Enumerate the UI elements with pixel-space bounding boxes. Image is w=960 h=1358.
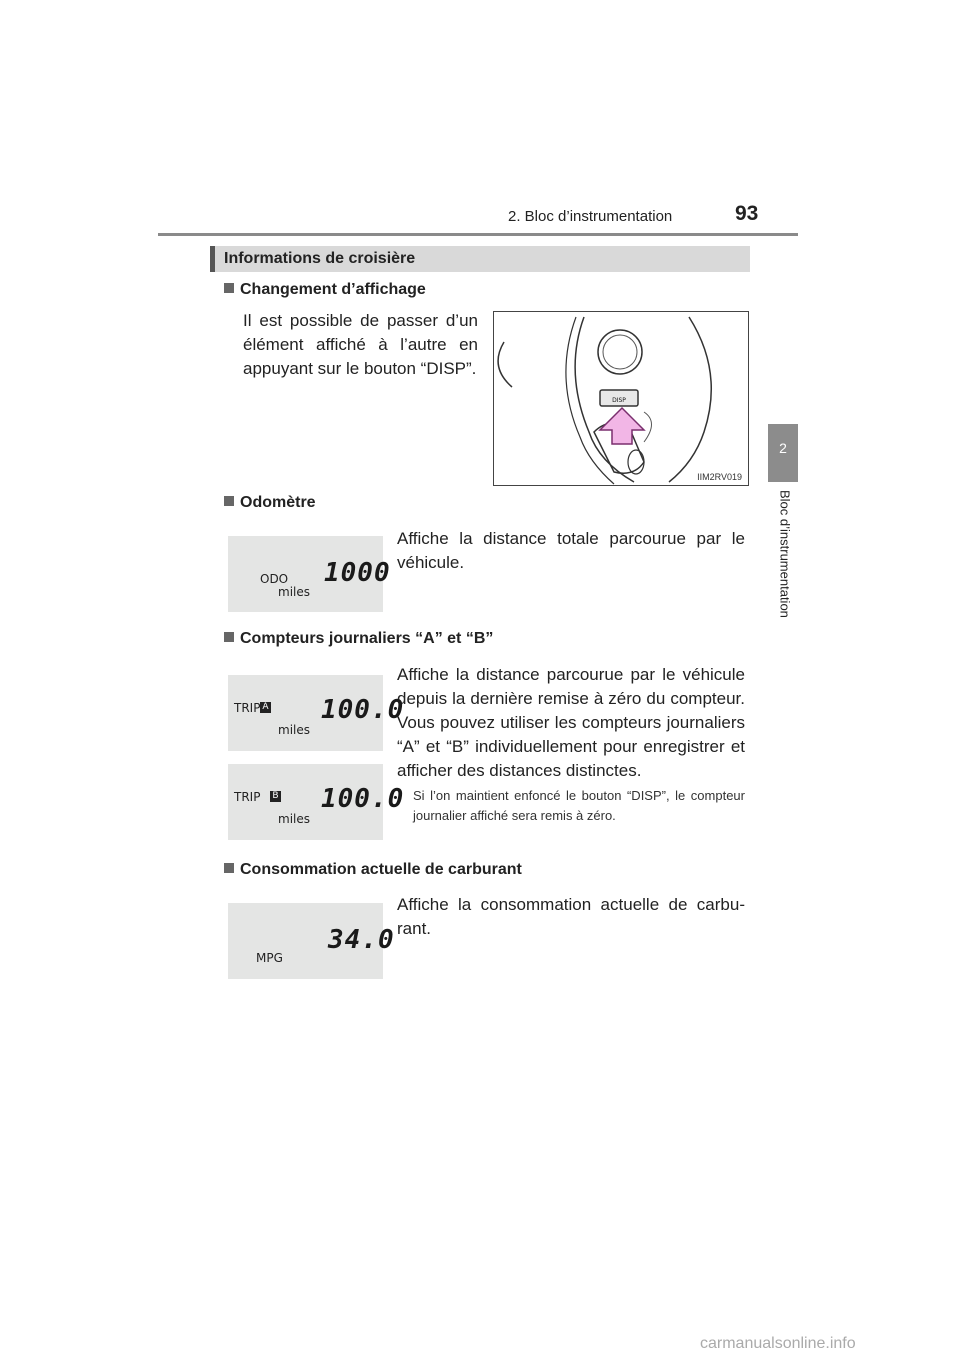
heading-fuel-text: Consommation actuelle de carburant (240, 861, 522, 878)
trip-a-badge: A (260, 702, 271, 713)
bullet-square-icon (224, 863, 234, 873)
trip-b-unit: miles (278, 812, 310, 826)
bullet-square-icon (224, 632, 234, 642)
trip-b-display (228, 764, 405, 840)
section-header (210, 246, 750, 272)
trip-a-unit: miles (278, 723, 310, 737)
fuel-label: MPG (256, 951, 283, 965)
odometer-display (228, 536, 391, 612)
page-number: 93 (735, 202, 759, 225)
odometer-unit: miles (278, 585, 310, 599)
heading-odometer-text: Odomètre (240, 494, 316, 511)
heading-change-display-text: Changement d’affichage (240, 281, 426, 298)
trip-a-display (228, 675, 405, 751)
trip-a-label: TRIP (234, 701, 261, 715)
chapter-title: 2. Bloc d’instrumentation (508, 208, 673, 225)
fuel-display (228, 903, 395, 979)
chapter-tab-number: 2 (779, 440, 787, 456)
section-title: Informations de croisière (224, 250, 416, 267)
section-accent (210, 246, 215, 272)
steering-wheel-drawing (494, 312, 749, 486)
heading-trip-text: Compteurs journaliers “A” et “B” (240, 630, 494, 647)
fuel-value: 34.0 (328, 925, 395, 955)
heading-change-display (224, 281, 426, 299)
heading-fuel (224, 861, 522, 879)
fuel-text: Affiche la consommation actuelle de carbu-rant. (397, 895, 745, 938)
odometer-value: 1000 (324, 558, 391, 588)
trip-b-badge: B (270, 791, 281, 802)
disp-button-label: DISP (612, 397, 626, 404)
trip-a-value: 100.0 (321, 695, 405, 725)
chapter-tab-label-text: Bloc d’instrumentation (777, 490, 793, 618)
odometer-text: Affiche la distance totale parcourue par le véhicule. (397, 529, 745, 572)
watermark: carmanualsonline.info (700, 1335, 856, 1352)
bullet-square-icon (224, 496, 234, 506)
illustration-code: IIM2RV019 (697, 472, 742, 482)
change-display-text: Il est possible de passer d’un élément affiché à l’autre en appuyant sur le bouton “DISP”. (243, 311, 478, 378)
chapter-tab-label (730, 490, 840, 640)
odometer-label: ODO (260, 572, 289, 586)
trip-b-label: TRIP (234, 790, 261, 804)
trip-b-value: 100.0 (321, 784, 405, 814)
disp-button-illustration (493, 311, 749, 486)
arrow-pointer-icon (600, 408, 644, 444)
heading-odometer (224, 494, 316, 512)
trip-text: Affiche la distance parcourue par le véhicule depuis la dernière remise à zéro du compteur. Vous pouvez utiliser les compteurs journaliers “A” et “B” individuellement pour enregistrer et afficher des distances distinctes. (397, 665, 745, 780)
header-rule (158, 233, 798, 236)
heading-trip (224, 630, 493, 648)
bullet-square-icon (224, 283, 234, 293)
trip-note: Si l’on maintient enfoncé le bouton “DISP”, le compteur journalier affiché sera remis à zéro. (413, 788, 745, 823)
